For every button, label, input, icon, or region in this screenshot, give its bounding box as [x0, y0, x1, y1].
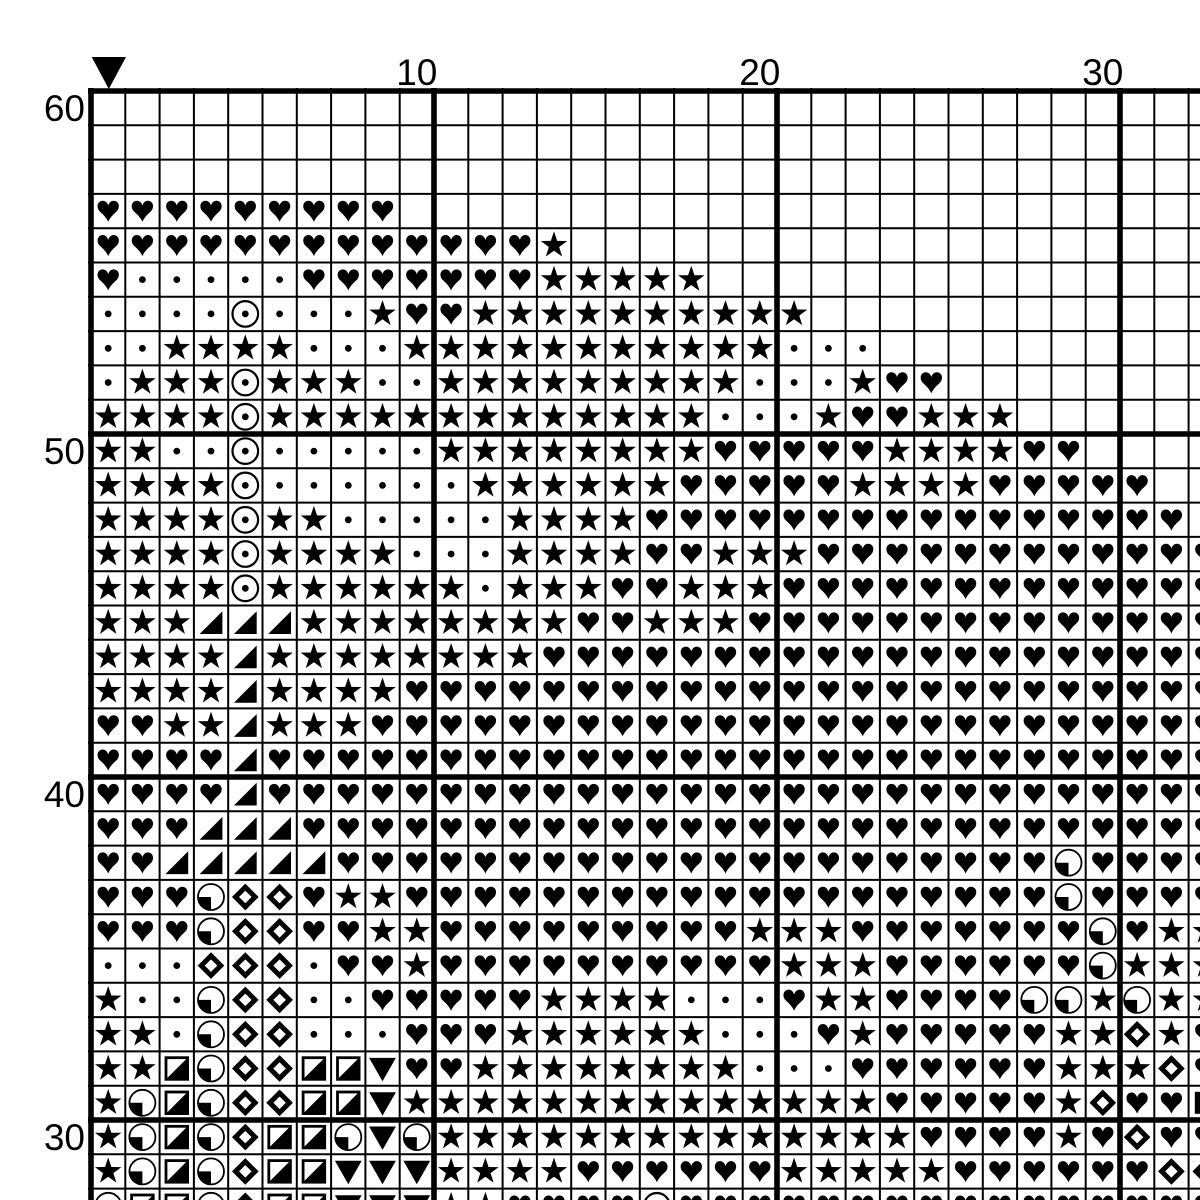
small-dot-icon — [345, 311, 352, 318]
row-label-30: 30 — [43, 1117, 85, 1159]
small-dot-icon — [379, 448, 386, 455]
small-dot-icon — [413, 379, 420, 386]
small-dot-icon — [379, 379, 386, 386]
small-dot-icon — [173, 962, 180, 969]
circle-lower-left-quarter-icon — [198, 1021, 224, 1047]
small-dot-icon — [276, 311, 283, 318]
small-dot-icon — [379, 516, 386, 523]
circle-lower-left-quarter-icon — [198, 1056, 224, 1082]
small-dot-icon — [276, 482, 283, 489]
small-dot-icon — [379, 345, 386, 352]
row-label-50: 50 — [43, 431, 85, 473]
small-dot-icon — [311, 311, 318, 318]
circle-lower-left-quarter-icon — [129, 1090, 155, 1116]
square-lower-right-half-icon — [303, 1161, 325, 1183]
square-lower-right-half-icon — [166, 1195, 188, 1200]
square-lower-right-half-icon — [269, 1126, 291, 1148]
small-dot-icon — [345, 482, 352, 489]
circle-lower-left-quarter-icon — [1124, 987, 1150, 1013]
small-dot-icon — [791, 413, 798, 420]
small-dot-icon — [311, 482, 318, 489]
circle-lower-left-quarter-icon — [198, 1124, 224, 1150]
square-lower-right-half-icon — [132, 1195, 154, 1200]
circle-lower-left-quarter-icon — [1056, 987, 1082, 1013]
small-dot-icon — [276, 276, 283, 283]
circle-lower-left-quarter-icon — [198, 918, 224, 944]
small-dot-icon — [413, 448, 420, 455]
circle-lower-left-quarter-icon — [198, 987, 224, 1013]
small-dot-icon — [825, 345, 832, 352]
small-dot-icon — [825, 379, 832, 386]
small-dot-icon — [722, 1031, 729, 1038]
small-dot-icon — [345, 345, 352, 352]
small-dot-icon — [105, 962, 112, 969]
small-dot-icon — [482, 516, 489, 523]
small-dot-icon — [379, 482, 386, 489]
circle-lower-left-quarter-icon — [198, 1158, 224, 1184]
small-dot-icon — [276, 448, 283, 455]
small-dot-icon — [173, 1031, 180, 1038]
small-dot-icon — [345, 516, 352, 523]
small-dot-icon — [791, 1065, 798, 1072]
small-dot-icon — [139, 345, 146, 352]
square-lower-right-half-icon — [303, 1092, 325, 1114]
small-dot-icon — [173, 448, 180, 455]
column-label-30: 30 — [1082, 52, 1124, 93]
square-lower-right-half-icon — [269, 1161, 291, 1183]
square-lower-right-half-icon — [303, 1195, 325, 1200]
small-dot-icon — [311, 1031, 318, 1038]
small-dot-icon — [791, 345, 798, 352]
column-label-10: 10 — [396, 52, 438, 93]
circle-lower-left-quarter-icon — [1090, 953, 1116, 979]
small-dot-icon — [448, 482, 455, 489]
small-dot-icon — [208, 448, 215, 455]
small-dot-icon — [173, 311, 180, 318]
small-dot-icon — [413, 516, 420, 523]
small-dot-icon — [825, 1065, 832, 1072]
circle-lower-left-quarter-icon — [1056, 850, 1082, 876]
circle-lower-left-quarter-icon — [335, 1124, 361, 1150]
circle-lower-left-quarter-icon — [404, 1124, 430, 1150]
circle-lower-left-quarter-icon — [1056, 884, 1082, 910]
small-dot-icon — [311, 345, 318, 352]
small-dot-icon — [448, 516, 455, 523]
square-lower-right-half-icon — [338, 1092, 360, 1114]
small-dot-icon — [105, 311, 112, 318]
circle-lower-left-quarter-icon — [198, 1090, 224, 1116]
circle-lower-left-quarter-icon — [1090, 918, 1116, 944]
small-dot-icon — [208, 311, 215, 318]
small-dot-icon — [242, 276, 249, 283]
small-dot-icon — [756, 1031, 763, 1038]
small-dot-icon — [379, 1031, 386, 1038]
small-dot-icon — [345, 997, 352, 1004]
small-dot-icon — [722, 997, 729, 1004]
small-dot-icon — [688, 997, 695, 1004]
square-lower-right-half-icon — [166, 1126, 188, 1148]
small-dot-icon — [482, 551, 489, 558]
square-lower-right-half-icon — [166, 1058, 188, 1080]
small-dot-icon — [139, 311, 146, 318]
square-lower-right-half-icon — [166, 1092, 188, 1114]
square-lower-right-half-icon — [269, 1195, 291, 1200]
small-dot-icon — [139, 276, 146, 283]
small-dot-icon — [413, 482, 420, 489]
square-lower-right-half-icon — [303, 1126, 325, 1148]
small-dot-icon — [173, 997, 180, 1004]
small-dot-icon — [345, 1031, 352, 1038]
small-dot-icon — [791, 379, 798, 386]
small-dot-icon — [482, 585, 489, 592]
small-dot-icon — [448, 551, 455, 558]
square-lower-right-half-icon — [303, 1058, 325, 1080]
circle-lower-left-quarter-icon — [1021, 987, 1047, 1013]
small-dot-icon — [345, 448, 352, 455]
circle-lower-left-quarter-icon — [198, 884, 224, 910]
small-dot-icon — [756, 1065, 763, 1072]
small-dot-icon — [311, 962, 318, 969]
small-dot-icon — [791, 1031, 798, 1038]
column-label-20: 20 — [739, 52, 781, 93]
small-dot-icon — [413, 551, 420, 558]
small-dot-icon — [139, 997, 146, 1004]
small-dot-icon — [859, 345, 866, 352]
row-label-40: 40 — [43, 774, 85, 816]
small-dot-icon — [311, 448, 318, 455]
small-dot-icon — [722, 413, 729, 420]
small-dot-icon — [105, 379, 112, 386]
small-dot-icon — [756, 997, 763, 1004]
down-triangle-icon — [335, 1195, 362, 1200]
down-triangle-icon — [369, 1195, 396, 1200]
small-dot-icon — [756, 379, 763, 386]
small-dot-icon — [173, 276, 180, 283]
small-dot-icon — [311, 997, 318, 1004]
circle-lower-left-quarter-icon — [129, 1124, 155, 1150]
square-lower-right-half-icon — [166, 1161, 188, 1183]
small-dot-icon — [756, 413, 763, 420]
row-label-60: 60 — [43, 88, 85, 130]
small-dot-icon — [139, 962, 146, 969]
small-dot-icon — [105, 345, 112, 352]
down-triangle-icon — [403, 1195, 430, 1200]
circle-lower-left-quarter-icon — [129, 1158, 155, 1184]
small-dot-icon — [208, 276, 215, 283]
solid-square-icon — [1195, 1092, 1200, 1114]
square-lower-right-half-icon — [338, 1058, 360, 1080]
